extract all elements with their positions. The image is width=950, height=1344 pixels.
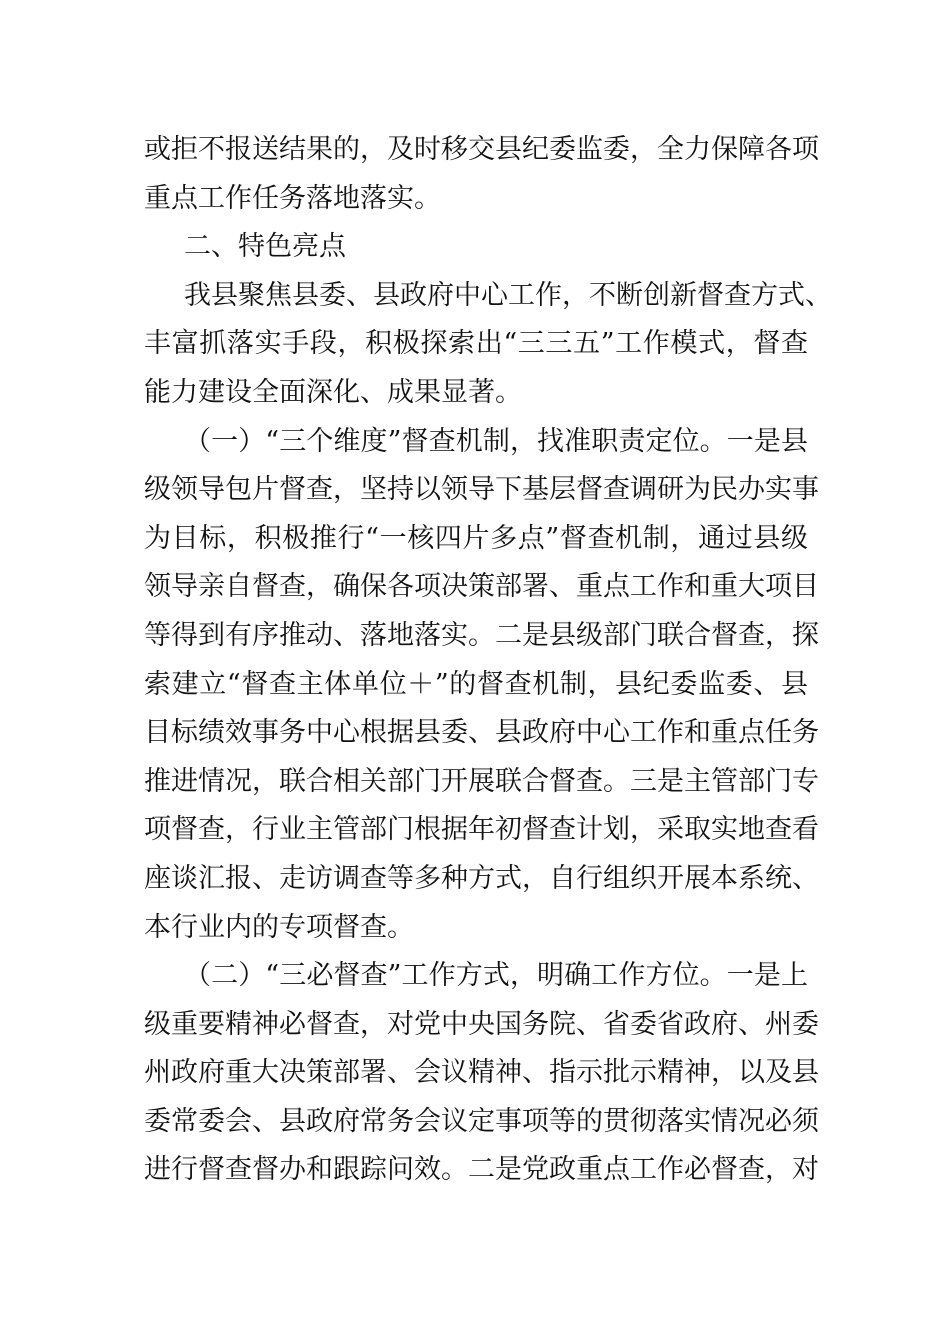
- document-body: [144, 126, 832, 1195]
- text-line: 领导亲自督查，确保各项决策部署、重点工作和重大项目: [144, 571, 819, 603]
- text-line: 等得到有序推动、落地落实。二是县级部门联合督查，探: [144, 619, 819, 651]
- subsection-heading-line: （二）“三必督查”工作方式，明确工作方位。一是上: [184, 960, 808, 992]
- text-line: 级领导包片督查，坚持以领导下基层督查调研为民办实事: [144, 474, 819, 506]
- text-line: 或拒不报送结果的，及时移交县纪委监委，全力保障各项: [144, 134, 819, 165]
- text-line: 州政府重大决策部署、会议精神、指示批示精神，以及县: [144, 1057, 819, 1089]
- text-line: 能力建设全面深化、成果显著。: [144, 376, 522, 408]
- text-line: 我县聚焦县委、县政府中心工作，不断创新督查方式、: [184, 279, 832, 311]
- text-line: 项督查，行业主管部门根据年初督查计划，采取实地查看: [144, 814, 819, 846]
- text-line: 索建立“督查主体单位＋”的督查机制，县纪委监委、县: [144, 668, 808, 700]
- text-line: 为目标，积极推行“一核四片多点”督查机制，通过县级: [144, 522, 808, 554]
- text-line: 重点工作任务落地落实。: [144, 182, 441, 214]
- text-line: 目标绩效事务中心根据县委、县政府中心工作和重点任务: [144, 717, 819, 749]
- text-line: 委常委会、县政府常务会议定事项等的贯彻落实情况必须: [144, 1105, 819, 1137]
- subsection-heading-line: （一）“三个维度”督查机制，找准职责定位。一是县: [184, 425, 808, 457]
- text-line: 进行督查督办和跟踪问效。二是党政重点工作必督查，对: [144, 1154, 819, 1186]
- text-line: 级重要精神必督查，对党中央国务院、省委省政府、州委: [144, 1008, 819, 1040]
- text-line: 推进情况，联合相关部门开展联合督查。三是主管部门专: [144, 765, 819, 797]
- text-line: 座谈汇报、走访调查等多种方式，自行组织开展本系统、: [144, 862, 819, 894]
- text-line: 丰富抓落实手段，积极探索出“三三五”工作模式，督查: [144, 328, 808, 360]
- section-heading: 二、特色亮点: [184, 231, 346, 263]
- text-line: 本行业内的专项督查。: [144, 911, 414, 943]
